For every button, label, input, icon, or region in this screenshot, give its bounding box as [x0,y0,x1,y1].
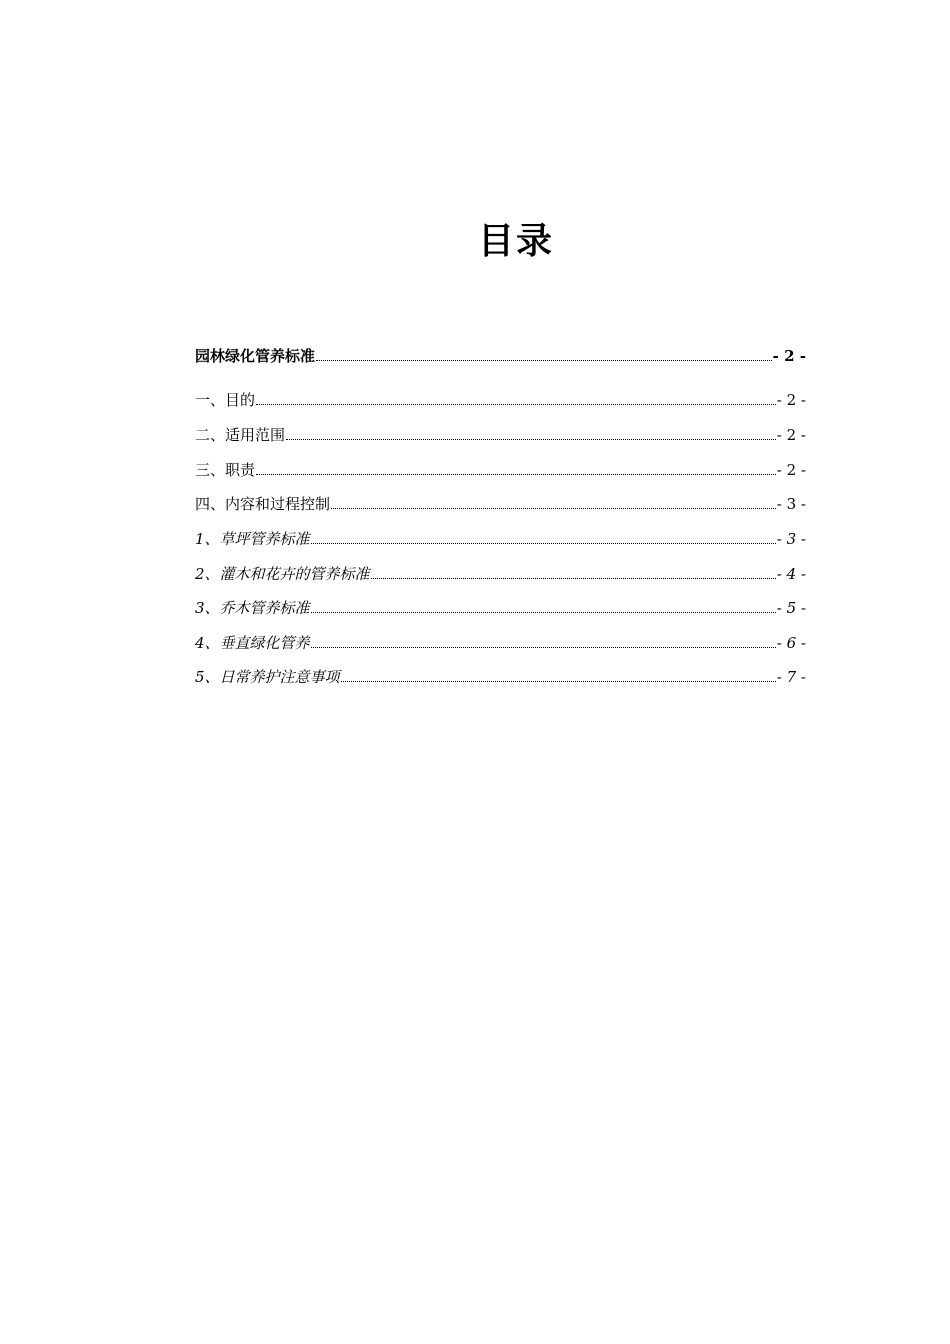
toc-entry-page: - 7 - [776,668,806,686]
toc-entry-page: - 2 - [776,426,806,444]
toc-title: 目录 [477,221,554,262]
toc-dot-leader [256,403,776,405]
toc-entry-text: 1、草坪管养标准 [195,530,310,548]
toc-dot-leader [311,542,776,544]
toc-entry[interactable] [195,665,806,687]
toc-entry-text: 4、垂直绿化管养 [195,634,310,652]
toc-entry-page: - 4 - [776,565,806,583]
toc-dot-leader [311,646,776,648]
toc-entry-page: - 6 - [776,634,806,652]
toc-entry-page: - 5 - [776,599,806,617]
toc-entry[interactable] [195,562,806,584]
toc-entry[interactable] [195,527,806,549]
toc-entry-text: 5、日常养护注意事项 [195,668,340,686]
toc-entry-text: 3、乔木管养标准 [195,599,310,617]
toc-entry[interactable] [195,388,806,410]
toc-entry[interactable] [195,423,806,445]
toc-entry-text: 三、职责 [195,461,256,479]
toc-entry[interactable] [195,458,806,480]
toc-dot-leader [316,359,772,361]
toc-entry-page: - 3 - [776,495,806,513]
toc-entry-page: - 3 - [776,530,806,548]
toc-entry[interactable] [195,631,806,653]
toc-entry[interactable] [195,344,806,366]
toc-entry-page: - 2 - [776,461,806,479]
toc-dot-leader [331,507,776,509]
toc-entry-text: 四、内容和过程控制 [195,495,331,513]
toc-dot-leader [371,577,776,579]
toc-entry-text: 园林绿化管养标准 [195,347,316,365]
toc-dot-leader [286,438,776,440]
toc-dot-leader [256,473,776,475]
toc-entry-page: - 2 - [772,347,806,365]
toc-entry-text: 二、适用范围 [195,426,286,444]
toc-entry-text: 一、目的 [195,391,256,409]
toc-entry[interactable] [195,492,806,514]
toc-dot-leader [311,611,776,613]
toc-entry-text: 2、灌木和花卉的管养标准 [195,565,370,583]
toc-entry-page: - 2 - [776,391,806,409]
toc-dot-leader [341,680,776,682]
toc-entry[interactable] [195,596,806,618]
